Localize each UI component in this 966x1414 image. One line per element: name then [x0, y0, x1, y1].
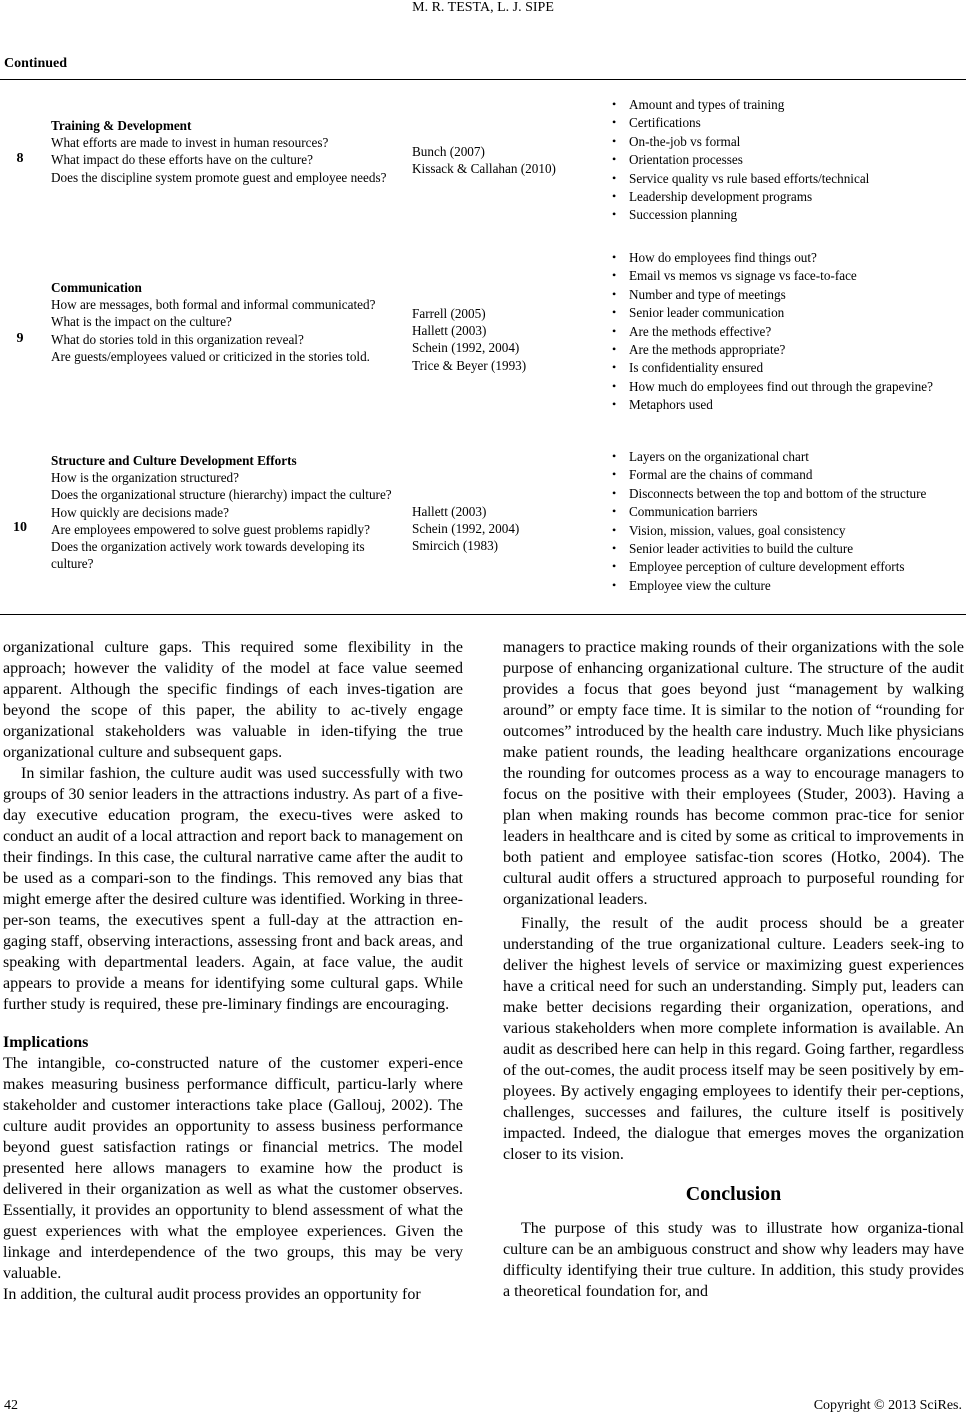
table-row-number: 8 [16, 151, 24, 166]
table-row-number: 9 [16, 331, 24, 346]
right-body-column [503, 637, 964, 1302]
bullet-item: • Orientation processes [611, 151, 961, 168]
bullet-item: • Communication barriers [611, 503, 961, 520]
table-row-references [412, 143, 587, 177]
page-number: 42 [4, 1398, 18, 1413]
reference: Farrell (2005) [412, 306, 486, 321]
table-row-bullets [611, 448, 961, 595]
bullet-item: • Succession planning [611, 206, 961, 223]
table-row-title: Communication [51, 280, 142, 295]
running-header: M. R. TESTA, L. J. SIPE [412, 0, 554, 15]
table-row-description [51, 117, 396, 186]
reference: Schein (1992, 2004) [412, 340, 520, 356]
bullet-item: • On-the-job vs formal [611, 133, 961, 150]
bullet-item: • Disconnects between the top and bottom of the structure [611, 485, 961, 502]
bullet-item: • Layers on the organizational chart [611, 448, 961, 465]
bullet-item: • Certifications [611, 114, 961, 131]
table-row-question: Does the discipline system promote guest and employee needs? [51, 169, 387, 185]
left-body-column [3, 637, 463, 1305]
table-row-question: Does the organization actively work towards developing its culture? [51, 539, 365, 572]
table-row-question: How are messages, both formal and informal communicated? [51, 297, 376, 313]
bullet-item: • Leadership development programs [611, 188, 961, 205]
bullet-item: • How much do employees find out through the grapevine? [611, 378, 961, 395]
bullet-item: • How do employees find things out? [611, 249, 961, 266]
table-row-description [51, 452, 396, 572]
bullet-item: • Amount and types of training [611, 96, 961, 113]
bullet-item: • Are the methods effective? [611, 323, 961, 340]
table-row-question: How is the organization structured? [51, 470, 239, 486]
reference: Schein (1992, 2004) [412, 521, 520, 537]
table-row-question: What impact do these efforts have on the culture? [51, 152, 313, 168]
bullet-item: • Employee perception of culture development efforts [611, 558, 961, 575]
table-row-number: 10 [13, 520, 27, 535]
table-row-title: Training & Development [51, 118, 192, 133]
bullet-item: • Is confidentiality ensured [611, 359, 961, 376]
table-row-question: Are guests/employees valued or criticized in the stories told. [51, 348, 370, 364]
body-paragraph: In addition, the cultural audit process provides an opportunity for [3, 1286, 421, 1303]
section-heading-implications: Implications [3, 1034, 89, 1051]
body-paragraph: Finally, the result of the audit process should be a greater understanding of the true organizational culture. Leaders seek-ing to deliver the highest levels of service or maximizing guest experiences have a critical need for such an understanding. Simply put, leaders can make better decisions regarding their organization, operations, and various stakeholders when more complete information is available. An audit as described here can help in this regard. Going farther, regardless of the out-comes, the audit process itself may be seen positively by em-ployees. By actively engaging employees to identify their per-ceptions, challenges, successes and failures, the culture itself is positively impacted. Indeed, the dialogue that emerges moves the organization closer to its vision. [503, 915, 964, 1163]
table-row-references [412, 503, 587, 555]
body-paragraph: organizational culture gaps. This required some flexibility in the approach; however the validity of the model at face value seemed apparent. Although the specific findings of each inves-tigation are beyond the scope of this paper, the ability to ac-tively engage organizational stakeholders was valuable in iden-tifying the true organizational culture and subsequent gaps. [3, 639, 463, 761]
copyright-notice: Copyright © 2013 SciRes. [813, 1398, 962, 1413]
table-row-references [412, 305, 587, 374]
section-heading-conclusion: Conclusion [685, 1183, 782, 1205]
table-top-rule [0, 79, 966, 80]
table-continued-label: Continued [4, 56, 68, 71]
reference: Smircich (1983) [412, 538, 499, 554]
bullet-item: • Are the methods appropriate? [611, 341, 961, 358]
table-row-title: Structure and Culture Development Efforts [51, 453, 297, 468]
bullet-item: • Senior leader activities to build the culture [611, 540, 961, 557]
reference: Hallett (2003) [412, 323, 487, 339]
reference: Hallett (2003) [412, 504, 487, 519]
table-row-question: What do stories told in this organization reveal? [51, 331, 304, 347]
bullet-item: • Number and type of meetings [611, 286, 961, 303]
reference: Kissack & Callahan (2010) [412, 161, 556, 177]
body-paragraph: The intangible, co-constructed nature of the customer experi-ence makes measuring business performance difficult, particu-larly where stakeholder and customer interactions take place (Gallouj, 2002). The culture audit provides an opportunity to assess business performance beyond guest satisfaction ratings or financial metrics. The model presented here allows managers to examine how the product is delivered in their organization as well as what the customer observes. Essentially, it provides an opportunity to blend assessment of what the guest experiences with what the employee experiences. Given the linkage and interdependence of the two groups, this may be very valuable. [3, 1055, 463, 1282]
body-paragraph: The purpose of this study was to illustrate how organiza-tional culture can be an ambiguous construct and show why leaders may have difficulty identifying their true culture. In addition, this study provides a theoretical foundation for, and [503, 1220, 964, 1300]
bullet-item: • Senior leader communication [611, 304, 961, 321]
table-row-question: What is the impact on the culture? [51, 314, 232, 330]
bullet-item: • Employee view the culture [611, 577, 961, 594]
table-row-question: How quickly are decisions made? [51, 504, 229, 520]
bullet-item: • Email vs memos vs signage vs face-to-face [611, 267, 961, 284]
bullet-item: • Vision, mission, values, goal consistency [611, 522, 961, 539]
table-row-question: Does the organizational structure (hierarchy) impact the culture? [51, 487, 392, 503]
reference: Bunch (2007) [412, 144, 485, 159]
bullet-item: • Formal are the chains of command [611, 466, 961, 483]
table-row-bullets [611, 96, 961, 225]
table-row-question: What efforts are made to invest in human resources? [51, 135, 329, 151]
body-paragraph: In similar fashion, the culture audit was used successfully with two groups of 30 senior leaders in the attractions industry. As part of a five-day executive education program, the execu-tives were asked to conduct an audit of a local attraction and report back to management on their findings. In this case, the cultural narrative came after the audit to be used as a compari-son to the findings. This removed any bias that might emerge after the desired culture was identified. Working in three-per-son teams, the executives spent a full-day at the attraction en-gaging staff, observing interactions, assessing front and back areas, and speaking with departmental leaders. Again, at face value, the audit appears to provide a means for identifying some cultural gaps. While further study is required, these pre-liminary findings are encouraging. [3, 765, 463, 1013]
table-bottom-rule [0, 614, 966, 615]
reference: Trice & Beyer (1993) [412, 357, 527, 373]
table-row-description [51, 279, 396, 365]
bullet-item: • Metaphors used [611, 396, 961, 413]
table-row-bullets [611, 249, 961, 415]
bullet-item: • Service quality vs rule based efforts/technical [611, 170, 961, 187]
body-paragraph: managers to practice making rounds of their organizations with the sole purpose of enhancing organizational culture. The structure of the audit provides a focus that goes beyond just “management by walking around” or empty face time. It is similar to the notion of “rounding for outcomes” introduced by the health care industry. Much like physicians make patient rounds, the leading healthcare organizations encourage the rounding for outcomes process as a way to encourage managers to focus on the positive with their employees (Studer, 2003). Having a plan when making rounds has become common prac-tice for senior leaders in healthcare and is cited by some as critical to improvements in both patient and employee satisfac-tion scores (Hotko, 2004). The cultural audit offers a structured approach to purposeful rounding for organizational leaders. [503, 639, 964, 908]
table-row-question: Are employees empowered to solve guest problems rapidly? [51, 521, 370, 537]
